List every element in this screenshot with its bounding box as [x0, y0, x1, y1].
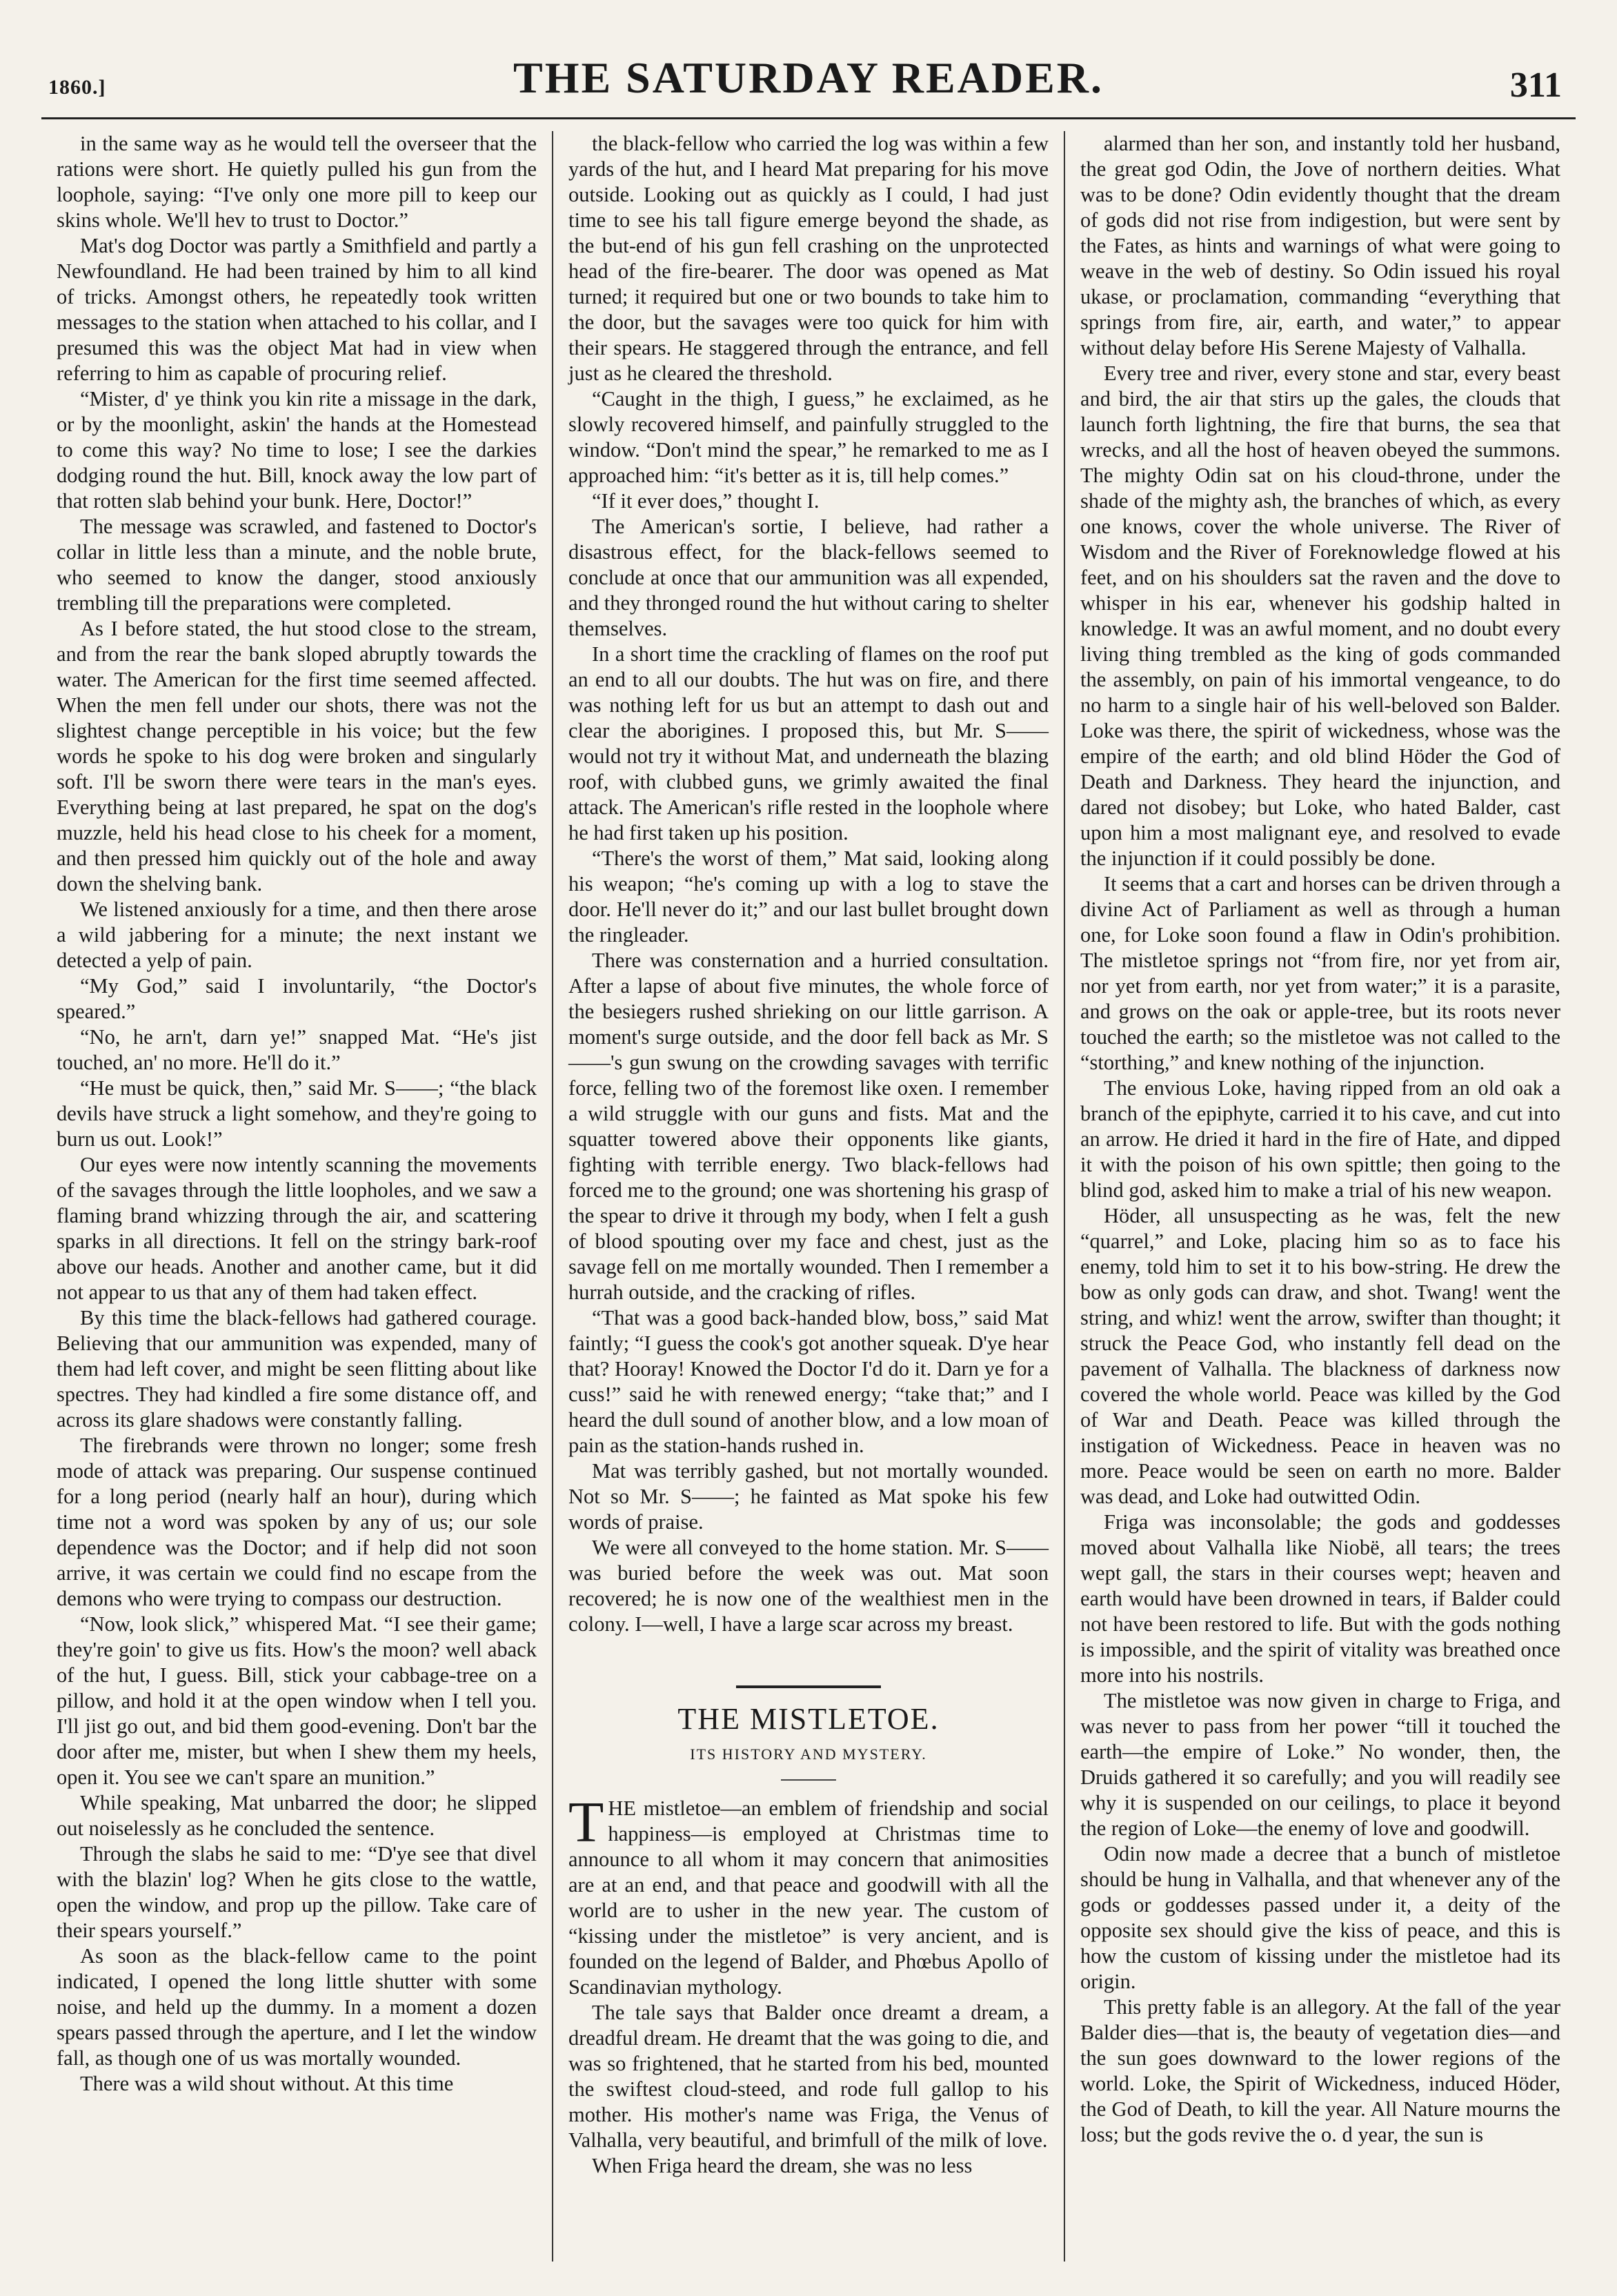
paragraph: “No, he arn't, darn ye!” snapped Mat. “He's jist touched, an' no more. He'll do it.”: [57, 1025, 537, 1074]
paragraph: alarmed than her son, and instantly told her husband, the great god Odin, the Jove of northern deities. What was to be done? Odin evidently thought that the dream of gods did not rise from indigestion, but were sent by the Fates, as hints and warnings of what were going to weave in the web of destiny. So Odin issued his royal ukase, or proclamation, commanding “everything that springs from fire, air, earth, and water,” to appear without delay before His Serene Majesty of Valhalla.: [1080, 132, 1560, 359]
subtitle-rule: [781, 1779, 836, 1781]
paragraph: Friga was inconsolable; the gods and goddesses moved about Valhalla like Niobë, all tears; the trees wept gall, the stars in their courses wept; heaven and earth would have been drowned in tears, if Balder could not have been restored to life. But with the gods nothing is impossible, and the spirit of vitality was breathed once more into his nostrils.: [1080, 1510, 1560, 1687]
paragraph: “My God,” said I involuntarily, “the Doctor's speared.”: [57, 974, 537, 1023]
text-columns: [41, 131, 1576, 2262]
paragraph: Odin now made a decree that a bunch of mistletoe should be hung in Valhalla, and that whenever any of the gods or goddesses passed under it, a deity of the opposite sex should give the kiss of peace, and this is how the custom of kissing under the mistletoe had its origin.: [1080, 1842, 1560, 1993]
paragraph: Through the slabs he said to me: “D'ye see that divel with the blazin' log? When he gits close to the wattle, open the window, and prop up the pillow. Take care of their spears yourself.”: [57, 1842, 537, 1942]
paragraph: We listened anxiously for a time, and then there arose a wild jabbering for a minute; the next instant we detected a yelp of pain.: [57, 898, 537, 972]
page-number: 311: [1509, 66, 1562, 105]
paragraph: Our eyes were now intently scanning the movements of the savages through the little loopholes, and we saw a flaming brand whizzing through the air, and scattering sparks in all directions. It fell on the stringy bark-roof above our heads. Another and another came, but it did not appear to us that any of them had taken effect.: [57, 1153, 537, 1304]
lead-paragraph-text: HE mistletoe—an emblem of friendship and social happiness—is employed at Christmas time to announce to all whom it may concern that animosities are at an end, and that peace and goodwill with all the world are to usher in the new year. The custom of “kissing under the mistletoe” is very ancient, and is founded on the legend of Balder, and Phœbus Apollo of Scandinavian mythology.: [568, 1797, 1049, 1999]
paragraph: in the same way as he would tell the overseer that the rations were short. He quietly pulled his gun from the loophole, saying: “I've only one more pill to keep our skins whole. We'll hev to trust to Doctor.”: [57, 132, 537, 232]
paragraph: It seems that a cart and horses can be driven through a divine Act of Parliament as well as through a human one, for Loke soon found a flaw in Odin's prohibition. The mistletoe springs not “from fire, nor yet from air, nor yet from earth, nor yet from water;” it is a parasite, and grows on the oak or apple-tree, but its roots never touched the earth; so the mistletoe was not called to the “storthing,” and knew nothing of the injunction.: [1080, 872, 1560, 1074]
paragraph: By this time the black-fellows had gathered courage. Believing that our ammunition was expended, many of them had left cover, and might be seen flitting about like spectres. They had kindled a fire some distance off, and across its glare shadows were constantly falling.: [57, 1306, 537, 1432]
paragraph: As I before stated, the hut stood close to the stream, and from the rear the bank sloped abruptly towards the water. The American for the first time seemed affected. When the men fell under our shots, there was not the slightest change perceptible in his voice; but the few words he spoke to his dog were broken and singularly soft. I'll be sworn there were tears in the man's eyes. Everything being at last prepared, he spat on the dog's muzzle, held his head close to his cheek for a moment, and then pressed him quickly out of the hole and away down the shelving bank.: [57, 617, 537, 895]
section-divider: [736, 1685, 881, 1688]
article-body: [568, 2000, 1049, 2179]
masthead-rule: [41, 117, 1576, 119]
paragraph: Every tree and river, every stone and star, every beast and bird, the air that stirs up the gales, the clouds that launch forth lightning, the fire that burns, the sea that wrecks, and all the host of heaven obeyed the summons. The mighty Odin sat on his cloud-throne, under the shade of the mighty ash, the branches of which, as every one knows, cover the whole universe. The River of Wisdom and the River of Foreknowledge flowed at his feet, and on his shoulders sat the raven and the dove to whisper in his ear, whenever his godship halted in knowledge. It was an awful moment, and no doubt every living thing trembled as the king of gods commanded the assembly, on pain of his immortal vengeance, to do no harm to a single hair of his well-beloved son Balder. Loke was there, the spirit of wickedness, whose was the empire of the earth; and old blind Höder the God of Death and Darkness. They heard the injunction, and dared not disobey; but Loke, who hated Balder, cast upon him a most malignant eye, and resolved to evade the injunction if it could possibly be done.: [1080, 362, 1560, 870]
paragraph: There was a wild shout without. At this time: [80, 2072, 454, 2095]
paragraph: “Mister, d' ye think you kin rite a missage in the dark, or by the moonlight, askin' the hands at the Homestead to come this way? No time to lose; I see the darkies dodging round the hut. Bill, knock away the low part of that rotten slab behind your bunk. Here, Doctor!”: [57, 387, 537, 513]
paragraph: We were all conveyed to the home station. Mr. S—— was buried before the week was out. Mat soon recovered; he is now one of the wealthiest men in the colony. I—well, I have a large scar across my breast.: [568, 1536, 1049, 1636]
paragraph: the black-fellow who carried the log was within a few yards of the hut, and I heard Mat preparing for his move outside. Looking out as quickly as I could, I had just time to see his tall figure emerge beyond the shade, as the but-end of his gun fell crashing on the unprotected head of the fire-bearer. The door was opened as Mat turned; it required but one or two bounds to take him to the door, but the savages were too quick for him with their spears. He staggered through the entrance, and fell just as he cleared the threshold.: [568, 132, 1049, 385]
paragraph: As soon as the black-fellow came to the point indicated, I opened the long little shutter with some noise, and held up the dummy. In a moment a dozen spears passed through the aperture, and I let the window fall, as though one of us was mortally wounded.: [57, 1944, 537, 2070]
paragraph: In a short time the crackling of flames on the roof put an end to all our doubts. The hut was on fire, and there was nothing left for us but an attempt to dash out and clear the aborigines. I proposed this, but Mr. S—— would not try it without Mat, and underneath the blazing roof, with clubbed guns, we grimly awaited the final attack. The American's rifle rested in the loophole where he had first taken up his position.: [568, 642, 1049, 844]
paragraph: Mat was terribly gashed, but not mortally wounded. Not so Mr. S——; he fainted as Mat spoke his few words of praise.: [568, 1459, 1049, 1534]
paragraph: The firebrands were thrown no longer; some fresh mode of attack was preparing. Our suspense continued for a long period (nearly half an hour), during which time not a word was spoken by any of us; our sole dependence was the Doctor; and if help did not soon arrive, it was certain we could find no escape from the demons who were trying to compass our destruction.: [57, 1434, 537, 1610]
paragraph: “If it ever does,” thought I.: [592, 489, 820, 513]
column-2: [552, 131, 1064, 2262]
paragraph: “Caught in the thigh, I guess,” he exclaimed, as he slowly recovered himself, and painfully struggled to the window. “Don't mind the spear,” he remarked to me as I approached him: “it's better as it is, till help comes.”: [568, 387, 1049, 487]
paragraph: The American's sortie, I believe, had rather a disastrous effect, for the black-fellows seemed to conclude at once that our ammunition was all expended, and they thronged round the hut without caring to shelter themselves.: [568, 515, 1049, 640]
column-3: [1064, 131, 1576, 2262]
article-subtitle: ITS HISTORY AND MYSTERY.: [690, 1745, 927, 1763]
paragraph: There was consternation and a hurried consultation. After a lapse of about five minutes, the whole force of the besiegers rushed shrieking on our little garrison. A moment's surge outside, and the door fell back as Mr. S——'s gun swung on the crowding savages with terrific force, felling two of the foremost like oxen. I remember a wild struggle with our guns and fists. Mat and the squatter towered above their opponents like giants, fighting with terrible energy. Two black-fellows had forced me to the ground; one was shortening his grasp of the spear to drive it through my body, when I felt a gush of blood spouting over my face and chest, just as the savage fell on me mortally wounded. Then I remember a hurrah outside, and the cracking of rifles.: [568, 949, 1049, 1304]
paragraph: The tale says that Balder once dreamt a dream, a dreadful dream. He dreamt that the was going to die, and was so frightened, that he started from his bed, mounted the swiftest cloud-steed, and rode full gallop to his mother. His mother's name was Friga, the Venus of Valhalla, very beautiful, and brimfull of the milk of love.: [568, 2001, 1049, 2152]
paragraph: “There's the worst of them,” Mat said, looking along his weapon; “he's coming up with a log to stave the door. He'll never do it;” and our last bullet brought down the ringleader.: [568, 847, 1049, 947]
paragraph: Höder, all unsuspecting as he was, felt the new “quarrel,” and Loke, placing him so as to face his enemy, told him to set it to his bow-string. He drew the bow as only gods can draw, and shot. Twang! went the string, and whiz! went the arrow, swifter than thought; it struck the Peace God, who instantly fell dead on the pavement of Valhalla. The blackness of darkness now covered the whole world. Peace was killed by the God of War and Death. Peace was killed through the instigation of Wickedness. Peace in heaven was no more. Peace would be seen on earth no more. Balder was dead, and Loke had outwitted Odin.: [1080, 1204, 1560, 1508]
publication-title: THE SATURDAY READER.: [513, 53, 1104, 102]
paragraph: While speaking, Mat unbarred the door; he slipped out noiselessly as he concluded the sentence.: [57, 1791, 537, 1840]
issue-year: 1860.]: [48, 76, 106, 99]
story-continuation: [568, 131, 1049, 1637]
paragraph: The message was scrawled, and fastened to Doctor's collar in little less than a minute, and the noble brute, who seemed to know the danger, stood anxiously trembling till the preparations were completed.: [57, 515, 537, 615]
paragraph: Mat's dog Doctor was partly a Smithfield and partly a Newfoundland. He had been trained by him to all kind of tricks. Amongst others, he repeatedly took written messages to the station when attached to his collar, and I presumed this was the object Mat had in view when referring to him as capable of procuring relief.: [57, 234, 537, 385]
paragraph: The mistletoe was now given in charge to Friga, and was never to pass from her power “till it touched the earth—the empire of Loke.” No wonder, then, the Druids gathered it so carefully; and you will readily see why it is suspended on our ceilings, to place it beyond the region of Loke—the enemy of love and goodwill.: [1080, 1689, 1560, 1840]
article-title: THE MISTLETOE.: [677, 1702, 940, 1736]
paragraph: When Friga heard the dream, she was no less: [592, 2154, 973, 2177]
paragraph: “He must be quick, then,” said Mr. S——; “the black devils have struck a light somehow, and they're going to burn us out. Look!”: [57, 1076, 537, 1151]
masthead: [41, 48, 1576, 110]
paragraph: This pretty fable is an allegory. At the fall of the year Balder dies—that is, the beauty of vegetation dies—and the sun goes downward to the lower regions of the world. Loke, the Spirit of Wickedness, induced Höder, the God of Death, to kill the year. All Nature mourns the loss; but the gods revive the o. d year, the sun is: [1080, 1995, 1560, 2146]
article-lead-paragraph: [568, 1790, 1049, 2000]
paragraph: “Now, look slick,” whispered Mat. “I see their game; they're goin' to give us fits. How's the moon? well aback of the hut, I guess. Bill, stick your cabbage-tree on a pillow, and hold it at the open window when I tell you. I'll jist go out, and bid them good-evening. Don't bar the door after me, mister, but when I shew them my heels, open it. You see we can't spare an munition.”: [57, 1612, 537, 1789]
column-1: [41, 131, 552, 2262]
drop-cap: T: [568, 1790, 604, 1854]
paragraph: “That was a good back-handed blow, boss,” said Mat faintly; “I guess the cook's got another squeak. D'ye hear that? Hooray! Knowed the Doctor I'd do it. Darn ye for a cuss!” said he with renewed energy; “take that;” and I heard the dull sound of another blow, and a low moan of pain as the station-hands rushed in.: [568, 1306, 1049, 1457]
paragraph: The envious Loke, having ripped from an old oak a branch of the epiphyte, carried it to his cave, and cut into an arrow. He dried it hard in the fire of Hate, and dipped it with the poison of his own spittle; then going to the blind god, asked him to make a trial of his new weapon.: [1080, 1076, 1560, 1202]
